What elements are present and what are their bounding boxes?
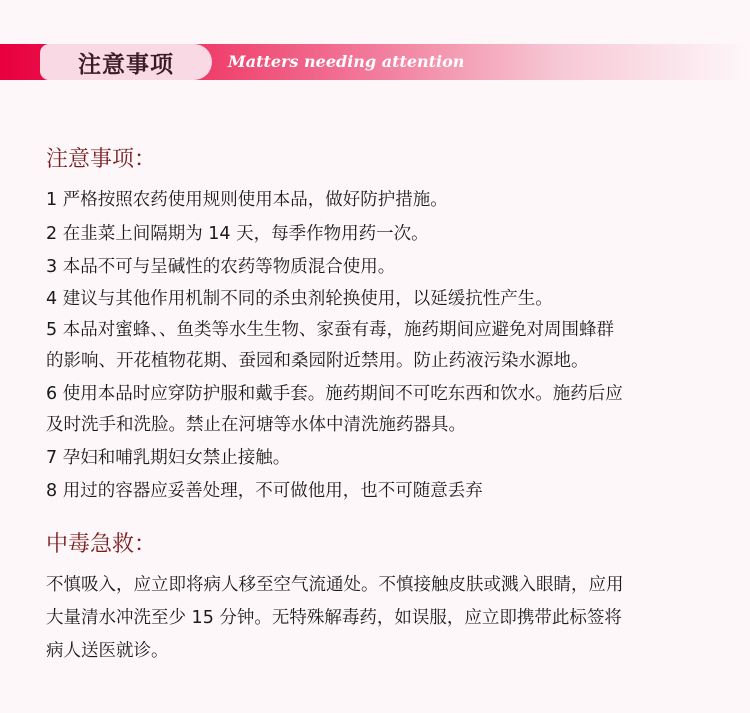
precaution-line-2: 2 在韭菜上间隔期为 14 天，每季作物用药一次。 [46, 224, 429, 244]
first-aid-heading: 中毒急救： [46, 532, 157, 557]
first-aid-line-3: 病人送医就诊。 [46, 641, 169, 661]
first-aid-line-2: 大量清水冲洗至少 15 分钟。无特殊解毒药，如误服，应立即携带此标签将 [46, 608, 622, 628]
precaution-line-5-cont: 的影响、开花植物花期、蚕园和桑园附近禁用。防止药液污染水源地。 [46, 351, 589, 371]
banner-title-en: Matters needing attention [228, 52, 465, 71]
precaution-line-8: 8 用过的容器应妥善处理，不可做他用，也不可随意丢弃 [46, 481, 483, 501]
banner-tab [40, 44, 212, 80]
precaution-line-6-cont: 及时洗手和洗脸。禁止在河塘等水体中清洗施药器具。 [46, 415, 466, 435]
header-banner [0, 44, 750, 80]
precaution-line-7: 7 孕妇和哺乳期妇女禁止接触。 [46, 448, 291, 468]
precaution-line-4: 4 建议与其他作用机制不同的杀虫剂轮换使用，以延缓抗性产生。 [46, 289, 553, 309]
precautions-heading: 注意事项： [46, 147, 157, 172]
banner-title-cn: 注意事项 [78, 51, 174, 78]
precaution-line-5: 5 本品对蜜蜂、、鱼类等水生生物、家蚕有毒，施药期间应避免对周围蜂群 [46, 320, 614, 340]
precaution-line-3: 3 本品不可与呈碱性的农药等物质混合使用。 [46, 257, 396, 277]
precaution-line-1: 1 严格按照农药使用规则使用本品，做好防护措施。 [46, 190, 448, 210]
precaution-line-6: 6 使用本品时应穿防护服和戴手套。施药期间不可吃东西和饮水。施药后应 [46, 384, 623, 404]
first-aid-line-1: 不慎吸入，应立即将病人移至空气流通处。不慎接触皮肤或溅入眼睛，应用 [46, 575, 624, 595]
